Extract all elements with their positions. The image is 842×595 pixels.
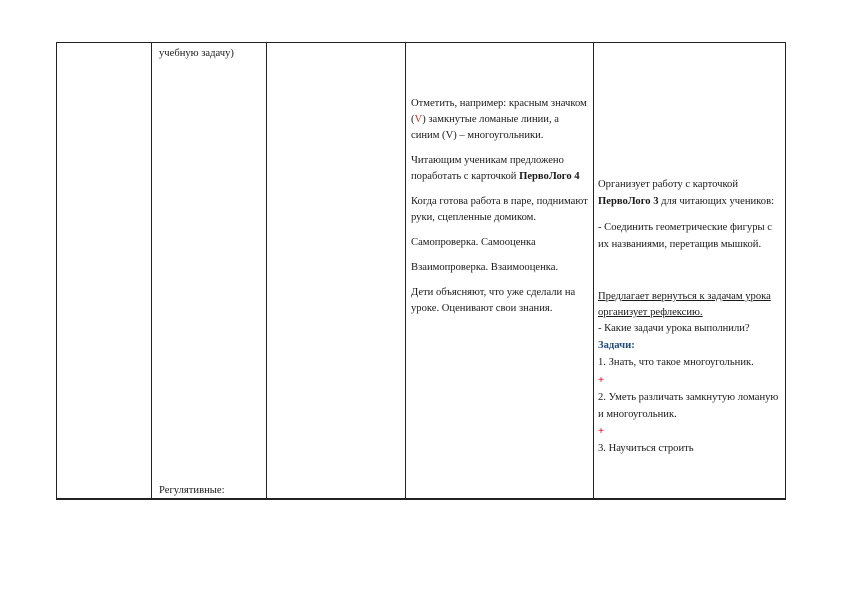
pair-work-signal: Когда готова работа в паре, поднимают руки, сцепленные домиком. [411, 196, 588, 223]
lesson-table [56, 42, 786, 499]
reflection-prompt: Предлагает вернуться к задачам урока организует рефлексию. [598, 291, 771, 318]
student-activity-cell [411, 96, 589, 326]
column-divider [405, 43, 406, 498]
task-2: 2. Уметь различать замкнутую ломаную и многоугольник. [598, 392, 779, 420]
connect-shapes-task: - Соединить геометрические фигуры с их названиями, перетащив мышкой. [598, 222, 772, 250]
column-divider [266, 43, 267, 498]
peer-check: Взаимопроверка. Взаимооценка. [411, 262, 559, 273]
marking-instruction: Отметить, например: красным значком (V) замкнутые ломаные линии, а синим (V) – многоугольники. [411, 98, 587, 141]
teacher-activity-cell [598, 176, 784, 458]
card-assignment: Читающим ученикам предложено поработать с карточкой ПервоЛого 4 [411, 155, 580, 182]
column-divider [593, 43, 594, 498]
task-1: 1. Знать, что такое многоугольник. [598, 357, 754, 368]
self-check: Самопроверка. Самооценка [411, 237, 536, 248]
organizes-work: Организует работу с карточкой ПервоЛого 3 для читающих учеников: [598, 179, 775, 207]
plus-mark: + [598, 375, 605, 386]
column-divider [151, 43, 152, 498]
reflection-text: Дети объясняют, что уже сделали на уроке. Оценивают свои знания. [411, 287, 576, 314]
tasks-heading: Задачи: [598, 340, 635, 351]
column-2-bottom-text: Регулятивные: [159, 485, 225, 496]
tasks-question: - Какие задачи урока выполнили? [598, 323, 750, 334]
column-2-top-text: учебную задачу) [159, 48, 234, 59]
task-3: 3. Научиться строить [598, 443, 694, 454]
plus-mark: + [598, 426, 605, 437]
